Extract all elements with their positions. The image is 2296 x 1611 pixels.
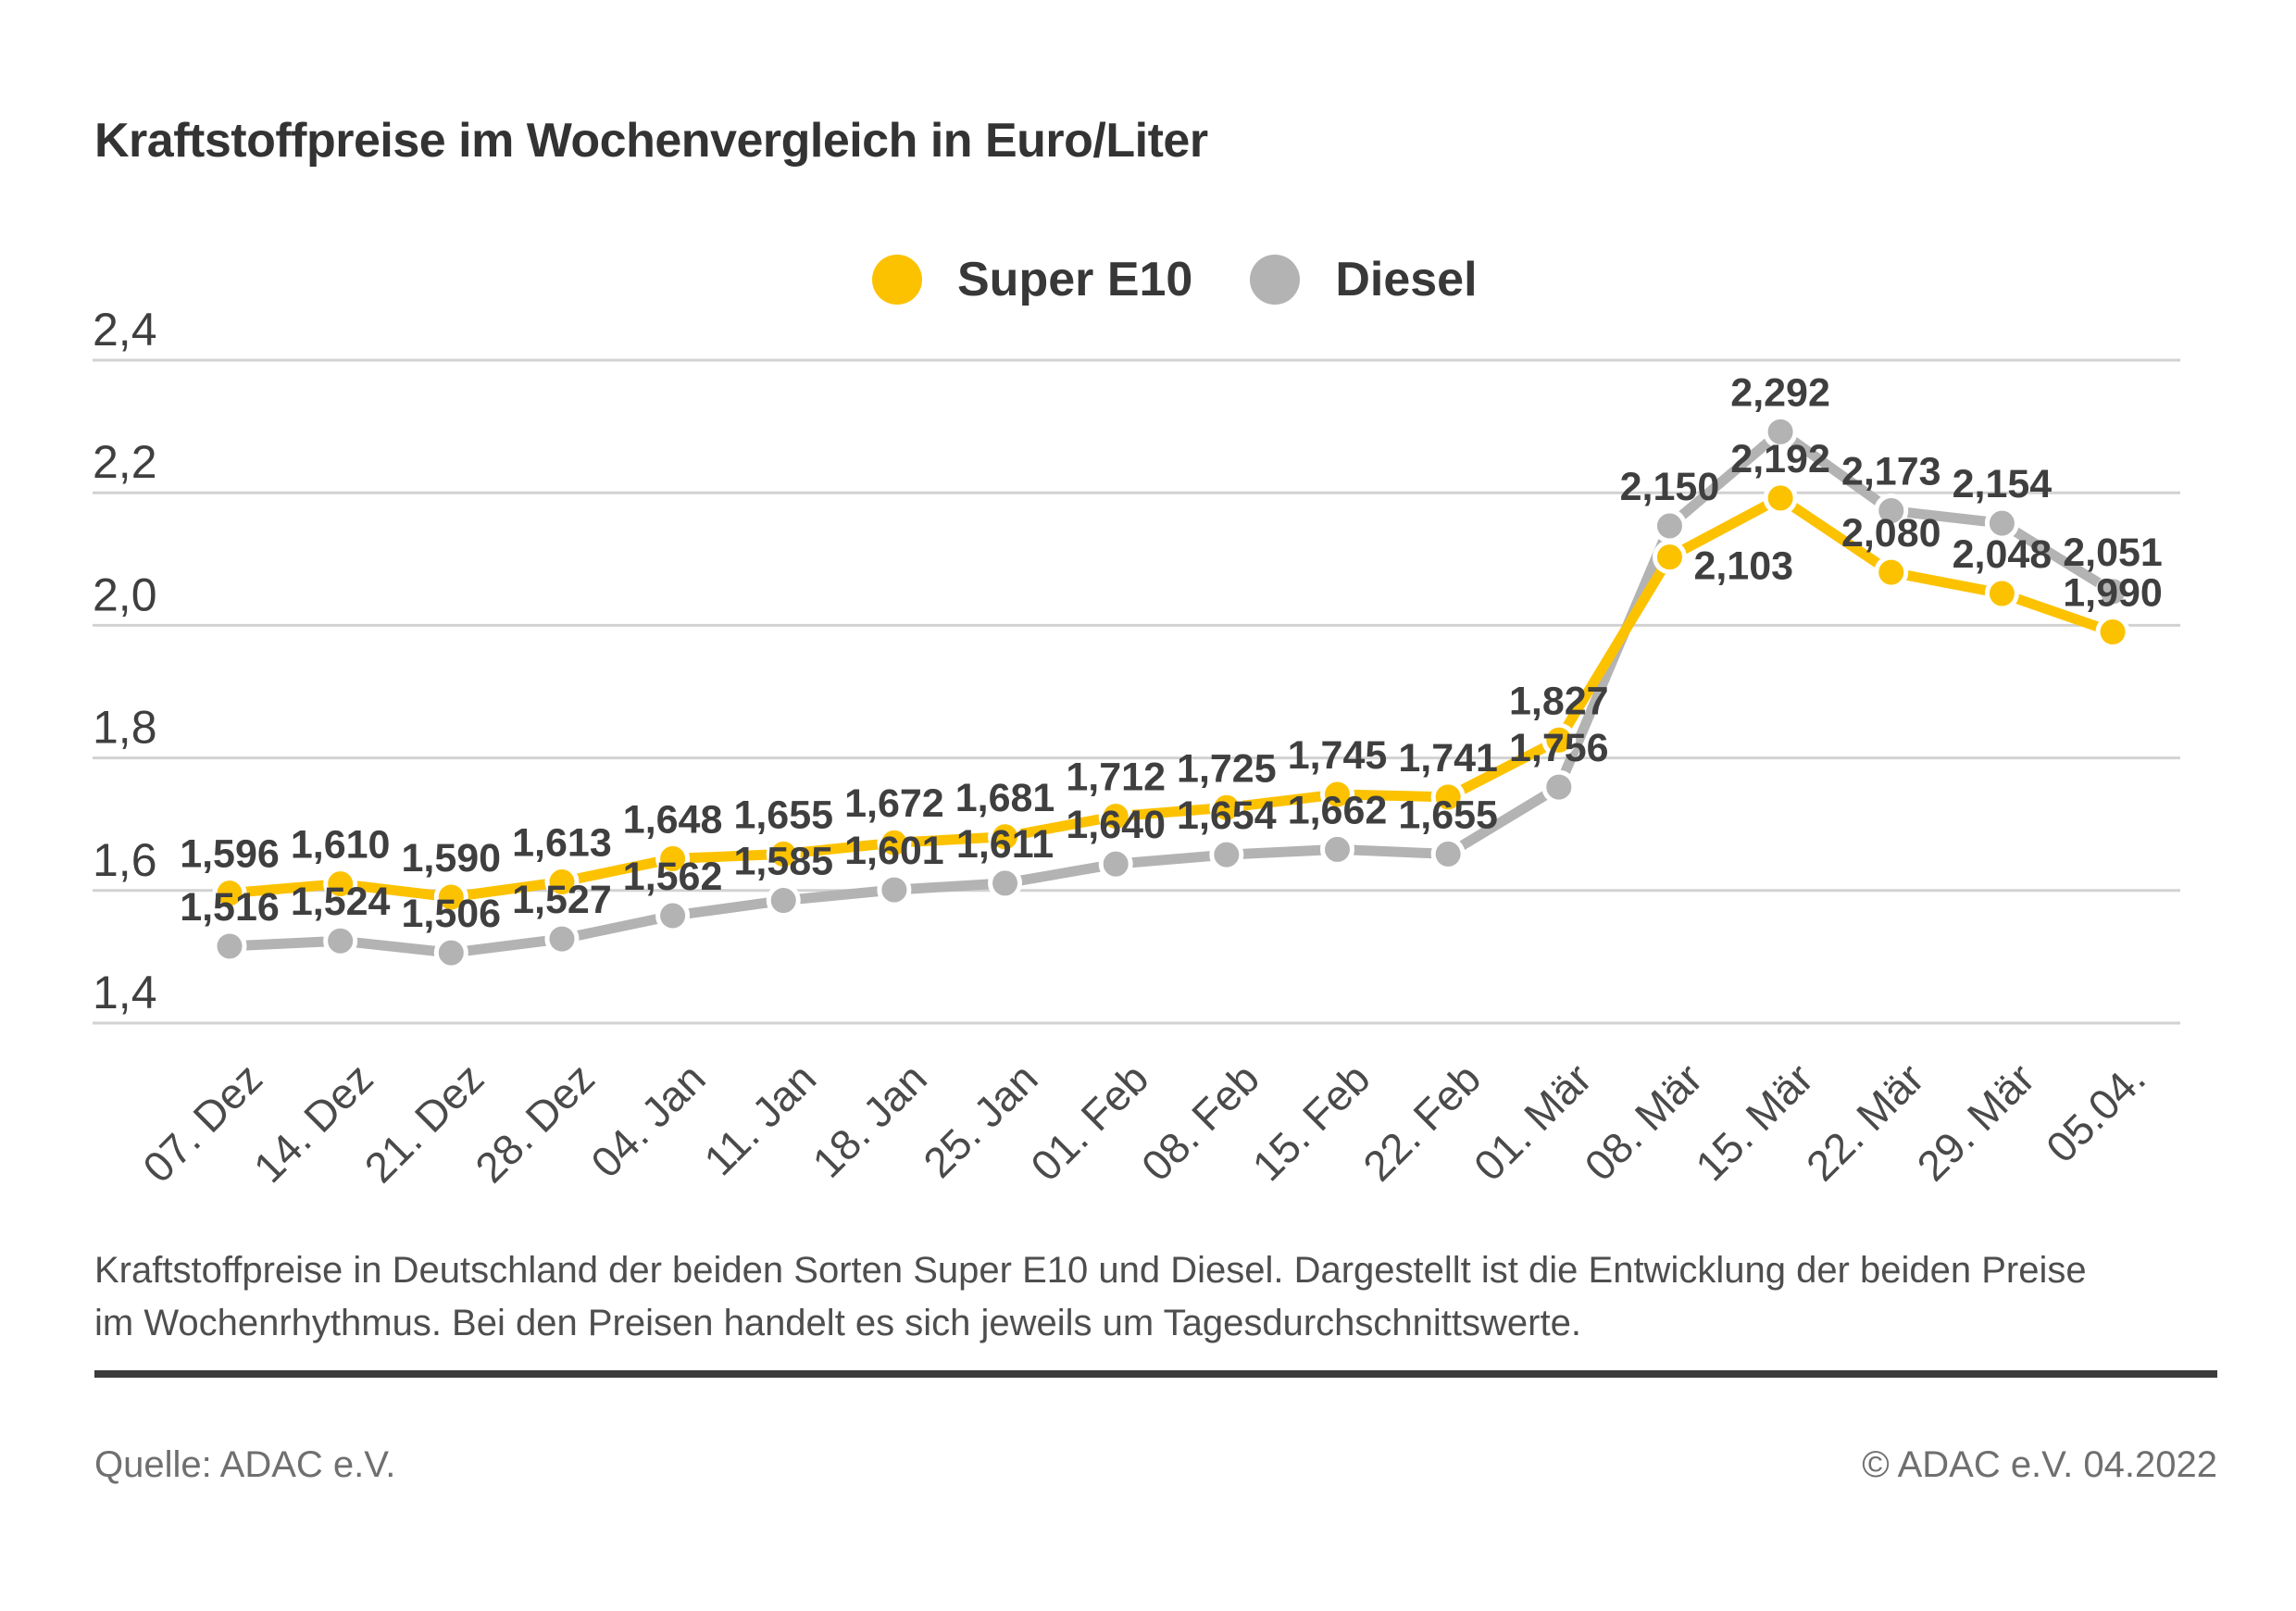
svg-text:15. Mär: 15. Mär	[1686, 1054, 1823, 1191]
x-axis-labels	[133, 1054, 2154, 1192]
svg-text:1,590: 1,590	[401, 835, 502, 880]
divider	[94, 1370, 2217, 1378]
svg-text:07. Dez: 07. Dez	[133, 1054, 272, 1193]
svg-text:1,655: 1,655	[733, 793, 834, 838]
svg-text:1,741: 1,741	[1398, 735, 1498, 781]
svg-text:2,051: 2,051	[2063, 530, 2163, 575]
svg-text:2,103: 2,103	[1693, 543, 1794, 589]
svg-text:08. Mär: 08. Mär	[1575, 1054, 1712, 1191]
svg-text:2,4: 2,4	[93, 304, 157, 356]
svg-text:14. Dez: 14. Dez	[243, 1054, 382, 1193]
y-axis-labels	[93, 304, 157, 1018]
svg-text:01. Mär: 01. Mär	[1464, 1054, 1601, 1191]
svg-text:1,712: 1,712	[1066, 755, 1167, 800]
svg-text:2,154: 2,154	[1952, 462, 2053, 507]
svg-text:21. Dez: 21. Dez	[355, 1054, 493, 1193]
series-line-diesel	[230, 431, 2113, 953]
copyright-text: © ADAC e.V. 04.2022	[1862, 1444, 2217, 1485]
svg-text:22. Mär: 22. Mär	[1796, 1054, 1933, 1191]
svg-text:1,662: 1,662	[1287, 788, 1388, 833]
svg-text:1,524: 1,524	[290, 880, 391, 925]
svg-text:1,648: 1,648	[622, 797, 723, 843]
svg-text:2,0: 2,0	[93, 568, 157, 621]
svg-text:1,613: 1,613	[512, 820, 612, 866]
svg-text:2,173: 2,173	[1841, 449, 1941, 494]
svg-text:1,6: 1,6	[93, 833, 157, 886]
series-markers-diesel	[215, 417, 2128, 968]
svg-text:1,756: 1,756	[1508, 726, 1609, 771]
chart-title: Kraftstoffpreise im Wochenvergleich in Euro/Liter	[94, 114, 1208, 168]
svg-text:1,610: 1,610	[290, 822, 391, 868]
svg-text:05.04.: 05.04.	[2036, 1054, 2155, 1172]
svg-text:1,672: 1,672	[844, 781, 944, 827]
svg-text:1,596: 1,596	[180, 831, 280, 877]
svg-text:28. Dez: 28. Dez	[466, 1054, 605, 1193]
svg-text:04. Jan: 04. Jan	[581, 1054, 715, 1187]
svg-text:2,292: 2,292	[1730, 370, 1830, 416]
svg-text:1,585: 1,585	[733, 839, 834, 884]
svg-text:1,681: 1,681	[955, 775, 1055, 820]
svg-text:1,611: 1,611	[955, 821, 1054, 867]
svg-text:1,506: 1,506	[401, 892, 502, 937]
svg-text:2,2: 2,2	[93, 436, 157, 489]
svg-text:1,655: 1,655	[1398, 793, 1498, 838]
svg-text:29. Mär: 29. Mär	[1907, 1054, 2044, 1191]
svg-text:1,640: 1,640	[1066, 803, 1167, 848]
svg-text:1,601: 1,601	[844, 829, 944, 874]
svg-text:22. Feb: 22. Feb	[1354, 1054, 1491, 1191]
svg-text:15. Feb: 15. Feb	[1242, 1054, 1379, 1191]
svg-text:1,745: 1,745	[1287, 732, 1388, 778]
svg-text:1,8: 1,8	[93, 701, 157, 754]
svg-text:2,048: 2,048	[1952, 532, 2053, 578]
chart-description: Kraftstoffpreise in Deutschland der beiden Sorten Super E10 und Diesel. Dargestellt ist die Entwicklung der beiden Preise im Wochenrhythmus. Bei den Preisen handelt es sich jeweils um Tagesdurchschnittswerte.	[94, 1250, 2087, 1343]
svg-text:2,150: 2,150	[1619, 465, 1720, 509]
legend-label-super-e10: Super E10	[957, 253, 1193, 306]
svg-text:2,080: 2,080	[1841, 511, 1941, 556]
svg-text:18. Jan: 18. Jan	[803, 1054, 936, 1187]
svg-text:1,4: 1,4	[93, 967, 157, 1018]
svg-text:1,562: 1,562	[622, 855, 723, 900]
svg-text:1,654: 1,654	[1177, 793, 1277, 839]
source-text: Quelle: ADAC e.V.	[94, 1444, 396, 1485]
svg-text:1,725: 1,725	[1177, 746, 1277, 792]
svg-text:25. Jan: 25. Jan	[914, 1054, 1047, 1187]
legend-label-diesel: Diesel	[1335, 253, 1478, 306]
svg-text:01. Feb: 01. Feb	[1021, 1054, 1158, 1191]
svg-text:08. Feb: 08. Feb	[1131, 1054, 1268, 1191]
svg-text:1,516: 1,516	[180, 884, 280, 930]
svg-text:1,990: 1,990	[2063, 570, 2163, 616]
svg-text:1,827: 1,827	[1508, 679, 1609, 724]
svg-text:11. Jan: 11. Jan	[694, 1054, 826, 1185]
svg-text:2,192: 2,192	[1730, 436, 1830, 481]
svg-text:1,527: 1,527	[512, 878, 612, 923]
